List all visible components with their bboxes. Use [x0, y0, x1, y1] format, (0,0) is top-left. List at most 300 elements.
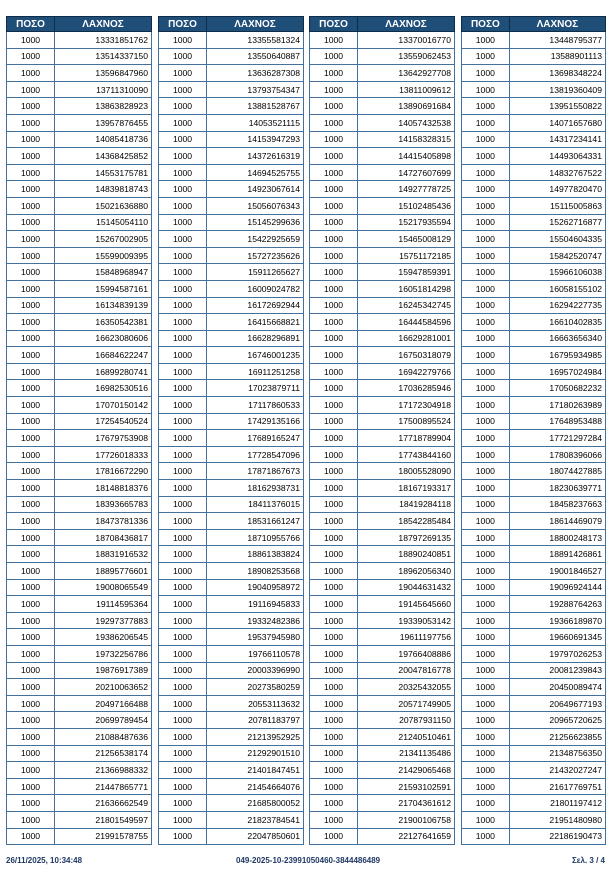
ticket-number-cell: 13550640887 — [207, 48, 304, 65]
amount-cell: 1000 — [310, 712, 358, 729]
amount-cell: 1000 — [159, 579, 207, 596]
ticket-number-cell: 14493064331 — [509, 148, 605, 165]
ticket-number-cell: 20965720625 — [509, 712, 605, 729]
amount-cell: 1000 — [159, 181, 207, 198]
ticket-number-cell: 18167193317 — [358, 480, 455, 497]
amount-cell: 1000 — [310, 745, 358, 762]
amount-cell: 1000 — [310, 612, 358, 629]
document-id: 049-2025-10-23991050460-3844486489 — [236, 856, 381, 865]
table-row — [7, 728, 152, 745]
ticket-number-cell: 13588901113 — [509, 48, 605, 65]
table-row — [310, 513, 455, 530]
ticket-number-cell: 14057432538 — [358, 114, 455, 131]
amount-cell: 1000 — [159, 496, 207, 513]
ticket-number-cell: 13819360409 — [509, 81, 605, 98]
ticket-number-cell: 16957024984 — [509, 363, 605, 380]
table-row — [310, 662, 455, 679]
amount-cell: 1000 — [462, 679, 510, 696]
table-row — [462, 32, 606, 49]
ticket-number-cell: 16134839139 — [55, 297, 152, 314]
ticket-number-cell: 17689165247 — [207, 430, 304, 447]
ticket-number-cell: 21801197412 — [509, 795, 605, 812]
ticket-number-cell: 16899280741 — [55, 363, 152, 380]
amount-cell: 1000 — [462, 645, 510, 662]
table-row — [310, 480, 455, 497]
table-row — [462, 828, 606, 845]
amount-cell: 1000 — [462, 430, 510, 447]
ticket-number-cell: 13698348224 — [509, 65, 605, 82]
ticket-number-cell: 21432027247 — [509, 762, 605, 779]
table-row — [462, 811, 606, 828]
amount-cell: 1000 — [310, 463, 358, 480]
table-row — [310, 778, 455, 795]
table-row — [310, 413, 455, 430]
amount-cell: 1000 — [159, 513, 207, 530]
ticket-number-cell: 21900106758 — [358, 811, 455, 828]
ticket-number-cell: 19145645660 — [358, 596, 455, 613]
ticket-number-cell: 17023879711 — [207, 380, 304, 397]
ticket-number-cell: 19116945833 — [207, 596, 304, 613]
table-row — [7, 114, 152, 131]
amount-cell: 1000 — [462, 496, 510, 513]
table-row — [310, 811, 455, 828]
ticket-number-cell: 17726018333 — [55, 446, 152, 463]
table-row — [159, 247, 304, 264]
ticket-number-cell: 13811009612 — [358, 81, 455, 98]
table-row — [7, 164, 152, 181]
ticket-number-cell: 14071657680 — [509, 114, 605, 131]
ticket-number-cell: 13793754347 — [207, 81, 304, 98]
ticket-number-cell: 19332482386 — [207, 612, 304, 629]
ticket-number-cell: 13636287308 — [207, 65, 304, 82]
table-row — [159, 546, 304, 563]
table-row — [462, 612, 606, 629]
amount-cell: 1000 — [7, 131, 55, 148]
table-row — [7, 214, 152, 231]
amount-cell: 1000 — [7, 728, 55, 745]
amount-cell: 1000 — [159, 546, 207, 563]
amount-cell: 1000 — [159, 480, 207, 497]
amount-cell: 1000 — [462, 778, 510, 795]
amount-cell: 1000 — [462, 48, 510, 65]
table-row — [159, 280, 304, 297]
amount-cell: 1000 — [462, 347, 510, 364]
table-row — [159, 114, 304, 131]
table-row — [7, 264, 152, 281]
amount-cell: 1000 — [310, 645, 358, 662]
table-row — [7, 712, 152, 729]
table-row — [159, 214, 304, 231]
ticket-number-cell: 18162938731 — [207, 480, 304, 497]
ticket-table-1 — [6, 16, 152, 845]
amount-cell: 1000 — [7, 330, 55, 347]
ticket-number-cell: 16628296891 — [207, 330, 304, 347]
table-row — [310, 712, 455, 729]
table-row — [462, 98, 606, 115]
table-row — [159, 496, 304, 513]
table-row — [159, 231, 304, 248]
table-row — [159, 463, 304, 480]
amount-cell: 1000 — [159, 596, 207, 613]
ticket-number-cell: 17871867673 — [207, 463, 304, 480]
table-row — [310, 397, 455, 414]
ticket-number-cell: 13957876455 — [55, 114, 152, 131]
table-row — [310, 679, 455, 696]
ticket-number-cell: 18710955766 — [207, 529, 304, 546]
table-row — [310, 48, 455, 65]
ticket-number-cell: 16750318079 — [358, 347, 455, 364]
table-row — [310, 148, 455, 165]
ticket-number-cell: 21401847451 — [207, 762, 304, 779]
table-row — [462, 197, 606, 214]
table-row — [7, 247, 152, 264]
ticket-number-cell: 18393665783 — [55, 496, 152, 513]
amount-cell: 1000 — [310, 430, 358, 447]
table-row — [7, 496, 152, 513]
ticket-number-cell: 14839818743 — [55, 181, 152, 198]
amount-cell: 1000 — [462, 131, 510, 148]
ticket-number-cell: 17429135166 — [207, 413, 304, 430]
table-row — [310, 231, 455, 248]
table-row — [462, 413, 606, 430]
amount-cell: 1000 — [310, 280, 358, 297]
ticket-number-cell: 15021636880 — [55, 197, 152, 214]
ticket-number-cell: 21951480980 — [509, 811, 605, 828]
amount-cell: 1000 — [462, 413, 510, 430]
table-row — [462, 480, 606, 497]
table-row — [159, 596, 304, 613]
amount-cell: 1000 — [7, 65, 55, 82]
table-row — [159, 712, 304, 729]
table-row — [159, 32, 304, 49]
ticket-number-cell: 14317234141 — [509, 131, 605, 148]
table-row — [159, 264, 304, 281]
amount-cell: 1000 — [159, 48, 207, 65]
table-row — [310, 795, 455, 812]
table-row — [310, 645, 455, 662]
table-row — [159, 330, 304, 347]
table-row — [310, 563, 455, 580]
amount-cell: 1000 — [462, 65, 510, 82]
table-row — [462, 529, 606, 546]
amount-cell: 1000 — [462, 363, 510, 380]
amount-cell: 1000 — [462, 247, 510, 264]
table-row — [159, 98, 304, 115]
ticket-number-cell: 19876917389 — [55, 662, 152, 679]
amount-cell: 1000 — [7, 347, 55, 364]
amount-cell: 1000 — [310, 446, 358, 463]
ticket-number-cell: 18797269135 — [358, 529, 455, 546]
ticket-number-cell: 17117860533 — [207, 397, 304, 414]
amount-cell: 1000 — [462, 280, 510, 297]
ticket-number-cell: 18074427885 — [509, 463, 605, 480]
amount-cell: 1000 — [7, 612, 55, 629]
amount-cell: 1000 — [7, 197, 55, 214]
table-row — [310, 81, 455, 98]
ticket-number-cell: 16629281001 — [358, 330, 455, 347]
table-row — [7, 645, 152, 662]
amount-cell: 1000 — [310, 662, 358, 679]
ticket-number-cell: 16415668821 — [207, 314, 304, 331]
ticket-number-cell: 21617769751 — [509, 778, 605, 795]
amount-cell: 1000 — [159, 297, 207, 314]
amount-cell: 1000 — [462, 397, 510, 414]
amount-cell: 1000 — [159, 197, 207, 214]
amount-cell: 1000 — [159, 32, 207, 49]
amount-cell: 1000 — [159, 712, 207, 729]
table-row — [7, 612, 152, 629]
table-row — [159, 363, 304, 380]
amount-cell: 1000 — [7, 795, 55, 812]
table-row — [310, 131, 455, 148]
amount-cell: 1000 — [159, 778, 207, 795]
amount-cell: 1000 — [310, 413, 358, 430]
ticket-header: ΛΑΧΝΟΣ — [358, 17, 455, 32]
table-row — [310, 828, 455, 845]
table-row — [159, 131, 304, 148]
table-row — [310, 347, 455, 364]
amount-cell: 1000 — [159, 430, 207, 447]
amount-cell: 1000 — [310, 579, 358, 596]
table-row — [159, 762, 304, 779]
amount-cell: 1000 — [462, 463, 510, 480]
ticket-number-cell: 21801549597 — [55, 811, 152, 828]
ticket-number-cell: 21341135486 — [358, 745, 455, 762]
table-row — [7, 131, 152, 148]
amount-cell: 1000 — [462, 214, 510, 231]
ticket-number-cell: 19008065549 — [55, 579, 152, 596]
table-row — [310, 32, 455, 49]
amount-cell: 1000 — [462, 579, 510, 596]
amount-cell: 1000 — [7, 413, 55, 430]
table-row — [159, 81, 304, 98]
ticket-number-cell: 15947859391 — [358, 264, 455, 281]
table-row — [462, 579, 606, 596]
amount-header: ΠΟΣΟ — [310, 17, 358, 32]
ticket-number-cell: 21704361612 — [358, 795, 455, 812]
amount-cell: 1000 — [159, 164, 207, 181]
ticket-number-cell: 18411376015 — [207, 496, 304, 513]
ticket-number-cell: 18614469079 — [509, 513, 605, 530]
amount-cell: 1000 — [7, 762, 55, 779]
amount-cell: 1000 — [310, 496, 358, 513]
ticket-number-cell: 16623080606 — [55, 330, 152, 347]
amount-cell: 1000 — [310, 48, 358, 65]
ticket-number-cell: 22186190473 — [509, 828, 605, 845]
amount-cell: 1000 — [159, 446, 207, 463]
table-row — [462, 397, 606, 414]
amount-cell: 1000 — [7, 679, 55, 696]
ticket-number-cell: 20781183797 — [207, 712, 304, 729]
ticket-tables — [6, 16, 606, 845]
table-row — [462, 148, 606, 165]
ticket-number-cell: 21366988332 — [55, 762, 152, 779]
amount-cell: 1000 — [7, 828, 55, 845]
ticket-number-cell: 15267002905 — [55, 231, 152, 248]
ticket-table-3 — [309, 16, 455, 845]
table-row — [159, 695, 304, 712]
amount-cell: 1000 — [159, 762, 207, 779]
ticket-number-cell: 19797026253 — [509, 645, 605, 662]
amount-cell: 1000 — [462, 629, 510, 646]
amount-cell: 1000 — [159, 745, 207, 762]
table-row — [7, 762, 152, 779]
amount-cell: 1000 — [7, 745, 55, 762]
amount-cell: 1000 — [310, 397, 358, 414]
ticket-number-cell: 14977820470 — [509, 181, 605, 198]
table-row — [159, 480, 304, 497]
ticket-number-cell: 13863828923 — [55, 98, 152, 115]
amount-cell: 1000 — [159, 811, 207, 828]
ticket-number-cell: 21823784541 — [207, 811, 304, 828]
ticket-number-cell: 18005528090 — [358, 463, 455, 480]
table-row — [7, 662, 152, 679]
amount-cell: 1000 — [7, 214, 55, 231]
amount-cell: 1000 — [462, 197, 510, 214]
amount-cell: 1000 — [462, 314, 510, 331]
amount-cell: 1000 — [7, 280, 55, 297]
table-row — [462, 363, 606, 380]
table-row — [310, 247, 455, 264]
amount-cell: 1000 — [159, 612, 207, 629]
table-row — [159, 314, 304, 331]
ticket-number-cell: 22047850601 — [207, 828, 304, 845]
amount-cell: 1000 — [7, 81, 55, 98]
amount-cell: 1000 — [7, 811, 55, 828]
table-row — [7, 98, 152, 115]
table-row — [310, 745, 455, 762]
ticket-number-cell: 18230639771 — [509, 480, 605, 497]
ticket-number-cell: 18962056340 — [358, 563, 455, 580]
ticket-number-cell: 21429065468 — [358, 762, 455, 779]
ticket-number-cell: 19040958972 — [207, 579, 304, 596]
table-row — [7, 347, 152, 364]
amount-cell: 1000 — [159, 695, 207, 712]
ticket-number-cell: 16058155102 — [509, 280, 605, 297]
table-row — [159, 65, 304, 82]
ticket-number-cell: 16294227735 — [509, 297, 605, 314]
ticket-number-cell: 17254540524 — [55, 413, 152, 430]
ticket-number-cell: 14085418736 — [55, 131, 152, 148]
amount-cell: 1000 — [7, 114, 55, 131]
table-row — [462, 314, 606, 331]
ticket-number-cell: 19660691345 — [509, 629, 605, 646]
table-row — [310, 330, 455, 347]
table-row — [462, 264, 606, 281]
table-row — [159, 380, 304, 397]
amount-header: ΠΟΣΟ — [462, 17, 510, 32]
amount-cell: 1000 — [310, 131, 358, 148]
amount-cell: 1000 — [462, 695, 510, 712]
amount-cell: 1000 — [310, 795, 358, 812]
amount-cell: 1000 — [7, 662, 55, 679]
ticket-number-cell: 15966106038 — [509, 264, 605, 281]
table-row — [462, 745, 606, 762]
amount-cell: 1000 — [7, 148, 55, 165]
amount-cell: 1000 — [462, 297, 510, 314]
amount-cell: 1000 — [159, 662, 207, 679]
ticket-number-cell: 19297377883 — [55, 612, 152, 629]
table-row — [7, 811, 152, 828]
ticket-number-cell: 13890691684 — [358, 98, 455, 115]
table-row — [159, 563, 304, 580]
amount-cell: 1000 — [159, 629, 207, 646]
ticket-number-cell: 19339053142 — [358, 612, 455, 629]
table-row — [7, 397, 152, 414]
amount-cell: 1000 — [462, 380, 510, 397]
ticket-number-cell: 20450089474 — [509, 679, 605, 696]
table-row — [7, 679, 152, 696]
amount-cell: 1000 — [462, 32, 510, 49]
amount-cell: 1000 — [159, 214, 207, 231]
table-row — [462, 164, 606, 181]
table-row — [310, 264, 455, 281]
ticket-number-cell: 17718789904 — [358, 430, 455, 447]
table-row — [7, 579, 152, 596]
table-row — [159, 413, 304, 430]
table-row — [7, 81, 152, 98]
amount-cell: 1000 — [310, 480, 358, 497]
ticket-number-cell: 19732256786 — [55, 645, 152, 662]
amount-cell: 1000 — [310, 762, 358, 779]
ticket-number-cell: 18708436817 — [55, 529, 152, 546]
amount-cell: 1000 — [7, 247, 55, 264]
ticket-number-cell: 17050682232 — [509, 380, 605, 397]
table-row — [7, 413, 152, 430]
table-row — [7, 430, 152, 447]
amount-cell: 1000 — [159, 363, 207, 380]
amount-cell: 1000 — [462, 612, 510, 629]
ticket-number-cell: 16350542381 — [55, 314, 152, 331]
table-row — [462, 446, 606, 463]
ticket-number-cell: 16172692944 — [207, 297, 304, 314]
amount-cell: 1000 — [310, 214, 358, 231]
ticket-number-cell: 14553175781 — [55, 164, 152, 181]
table-row — [310, 380, 455, 397]
amount-cell: 1000 — [462, 114, 510, 131]
ticket-number-cell: 19386206545 — [55, 629, 152, 646]
ticket-number-cell: 21213952925 — [207, 728, 304, 745]
ticket-number-cell: 16009024782 — [207, 280, 304, 297]
table-row — [310, 695, 455, 712]
ticket-number-cell: 20699789454 — [55, 712, 152, 729]
amount-cell: 1000 — [7, 563, 55, 580]
ticket-number-cell: 20553113632 — [207, 695, 304, 712]
table-row — [7, 181, 152, 198]
table-row — [462, 712, 606, 729]
amount-cell: 1000 — [159, 347, 207, 364]
ticket-number-cell: 13881528767 — [207, 98, 304, 115]
ticket-number-cell: 15994587161 — [55, 280, 152, 297]
table-row — [310, 596, 455, 613]
page-number: Σελ. 3 / 4 — [571, 856, 605, 865]
amount-cell: 1000 — [462, 762, 510, 779]
ticket-number-cell: 18531661247 — [207, 513, 304, 530]
table-row — [310, 629, 455, 646]
ticket-number-cell: 16051814298 — [358, 280, 455, 297]
ticket-number-cell: 22127641659 — [358, 828, 455, 845]
amount-header: ΠΟΣΟ — [7, 17, 55, 32]
table-row — [159, 662, 304, 679]
amount-cell: 1000 — [310, 596, 358, 613]
ticket-number-cell: 15145054110 — [55, 214, 152, 231]
ticket-number-cell: 18473781336 — [55, 513, 152, 530]
ticket-table-2 — [158, 16, 304, 845]
table-row — [159, 629, 304, 646]
ticket-number-cell: 21292901510 — [207, 745, 304, 762]
ticket-number-cell: 19001846527 — [509, 563, 605, 580]
table-row — [462, 645, 606, 662]
